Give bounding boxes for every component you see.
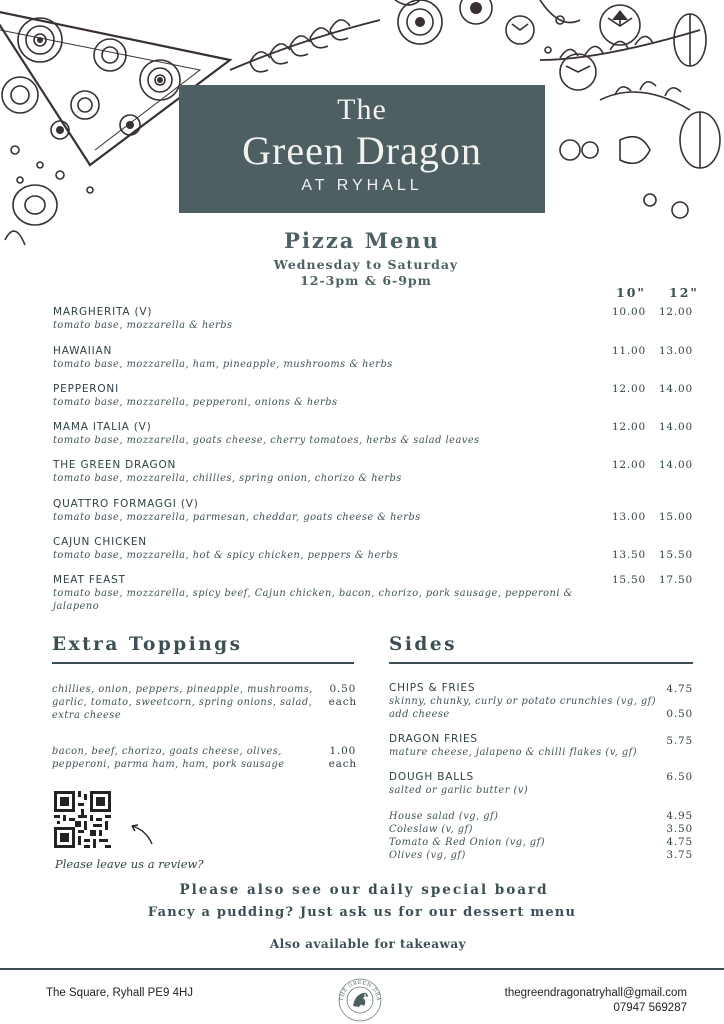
pizza-price-12: 17.50 <box>658 574 693 586</box>
side-extra-item <box>389 810 693 823</box>
side-extra-name: Tomato & Red Onion (vg, gf) <box>389 837 546 848</box>
review-prompt: Please leave us a review? <box>55 857 204 871</box>
takeaway-note: Also available for takeaway <box>269 937 467 951</box>
pizza-price-12: 14.00 <box>658 421 693 433</box>
footer-divider <box>0 968 724 970</box>
pizza-price-10: 12.00 <box>611 421 646 433</box>
menu-title: Pizza Menu <box>284 228 440 253</box>
side-item <box>389 771 693 797</box>
pizza-description: tomato base, mozzarella, hot & spicy chicken, peppers & herbs <box>53 550 399 561</box>
arrow-icon <box>128 822 158 848</box>
pizza-price-10: 15.50 <box>611 574 646 586</box>
side-name: CHIPS & FRIES <box>389 682 476 694</box>
pizza-item <box>53 536 703 562</box>
special-board-note: Please also see our daily special board <box>179 882 549 898</box>
side-extra-item <box>389 823 693 836</box>
dessert-note: Fancy a pudding? Just ask us for our dessert menu <box>147 905 577 920</box>
side-extra-item <box>389 849 693 862</box>
topping-price-value: 1.00 <box>329 745 357 757</box>
pizza-name: PEPPERONI <box>53 383 119 395</box>
pizza-item <box>53 383 703 409</box>
pizza-price-12: 12.00 <box>658 306 693 318</box>
pizza-name: MAMA ITALIA (V) <box>53 421 152 433</box>
side-description: mature cheese, jalapeno & chilli flakes (v, gf) <box>389 747 638 758</box>
toppings-heading: Extra Toppings <box>52 634 243 655</box>
logo-text: THE GREEN DRA <box>338 979 382 1002</box>
side-extra-name: Coleslaw (v, gf) <box>389 824 473 835</box>
side-price: 5.75 <box>666 735 693 747</box>
restaurant-title-block <box>179 85 545 213</box>
review-qr-code[interactable] <box>54 791 111 848</box>
footer-email[interactable]: thegreendragonatryhall@gmail.com <box>504 987 687 999</box>
title-the: The <box>337 93 387 126</box>
pizza-name: HAWAIIAN <box>53 345 113 357</box>
topping-group <box>52 745 357 771</box>
side-item <box>389 682 693 721</box>
pizza-description: tomato base, mozzarella, chillies, spring onion, chorizo & herbs <box>53 473 402 484</box>
dragon-logo-icon <box>335 973 385 1023</box>
side-extra-price: 3.50 <box>666 823 693 835</box>
sides-heading: Sides <box>389 634 458 655</box>
side-description: skinny, chunky, curly or potato crunchies (vg, gf) <box>389 696 657 707</box>
side-description: salted or garlic butter (v) <box>389 785 529 796</box>
sides-divider <box>389 662 693 664</box>
pizza-price-12: 14.00 <box>658 459 693 471</box>
pizza-name: QUATTRO FORMAGGI (V) <box>53 498 199 510</box>
toppings-divider <box>52 662 354 664</box>
pizza-price-10: 12.00 <box>611 383 646 395</box>
topping-list: bacon, beef, chorizo, goats cheese, olives, pepperoni, parma ham, ham, pork sausage <box>52 746 285 770</box>
pizza-item <box>53 574 703 613</box>
topping-group <box>52 683 357 722</box>
side-extra-name: Olives (vg, gf) <box>389 850 466 861</box>
topping-price-value: 0.50 <box>329 683 357 695</box>
pizza-item <box>53 345 703 371</box>
pizza-description: tomato base, mozzarella, parmesan, cheddar, goats cheese & herbs <box>53 512 421 523</box>
side-extra-name: House salad (vg, gf) <box>389 811 499 822</box>
side-price: 4.75 <box>666 683 693 695</box>
side-item <box>389 733 693 759</box>
side-name: DRAGON FRIES <box>389 733 478 745</box>
pizza-price-12: 14.00 <box>658 383 693 395</box>
pizza-description: tomato base, mozzarella & herbs <box>53 320 233 331</box>
restaurant-location: AT RYHALL <box>301 177 423 194</box>
pizza-price-10: 12.00 <box>611 459 646 471</box>
topping-list: chillies, onion, peppers, pineapple, mushrooms, garlic, tomato, sweetcorn, spring onions, salad, extra cheese <box>52 684 313 721</box>
menu-days: Wednesday to Saturday <box>273 257 459 272</box>
pizza-price-10: 13.50 <box>611 549 646 561</box>
side-price: 6.50 <box>666 771 693 783</box>
pizza-description: tomato base, mozzarella, pepperoni, onions & herbs <box>53 397 338 408</box>
side-extra-price: 4.95 <box>666 810 693 822</box>
side-extra-price: 0.50 <box>666 708 693 720</box>
pizza-name: MARGHERITA (V) <box>53 306 153 318</box>
pizza-price-12: 15.50 <box>658 549 693 561</box>
side-extra-price: 4.75 <box>666 836 693 848</box>
pizza-price-12: 15.00 <box>658 511 693 523</box>
topping-price-unit: each <box>328 758 357 770</box>
pizza-item <box>53 459 703 485</box>
restaurant-name: Green Dragon <box>242 128 482 173</box>
pizza-price-10: 10.00 <box>611 306 646 318</box>
pizza-item <box>53 498 703 524</box>
side-extra-price: 3.75 <box>666 849 693 861</box>
topping-price-unit: each <box>328 696 357 708</box>
pizza-price-10: 11.00 <box>611 345 646 357</box>
pizza-price-12: 13.00 <box>658 345 693 357</box>
size-header-10: 10" <box>616 285 646 300</box>
footer-address: The Square, Ryhall PE9 4HJ <box>46 987 194 999</box>
pizza-description: tomato base, mozzarella, goats cheese, cherry tomatoes, herbs & salad leaves <box>53 435 480 446</box>
pizza-name: MEAT FEAST <box>53 574 126 586</box>
pizza-price-10: 13.00 <box>611 511 646 523</box>
side-extra: add cheese <box>389 709 450 720</box>
size-header-12: 12" <box>669 285 699 300</box>
side-extra-item <box>389 836 693 849</box>
pizza-item <box>53 421 703 447</box>
topping-price <box>329 683 357 709</box>
footer-phone[interactable]: 07947 569287 <box>613 1002 687 1014</box>
pizza-name: CAJUN CHICKEN <box>53 536 147 548</box>
pizza-item <box>53 306 703 332</box>
pizza-name: THE GREEN DRAGON <box>53 459 177 471</box>
topping-price <box>329 745 357 771</box>
side-name: DOUGH BALLS <box>389 771 474 783</box>
pizza-description: tomato base, mozzarella, ham, pineapple, mushrooms & herbs <box>53 359 393 370</box>
pizza-description: tomato base, mozzarella, spicy beef, Cajun chicken, bacon, chorizo, pork sausage, pepperoni & jalapeno <box>53 588 573 612</box>
menu-hours: 12-3pm & 6-9pm <box>300 273 432 288</box>
